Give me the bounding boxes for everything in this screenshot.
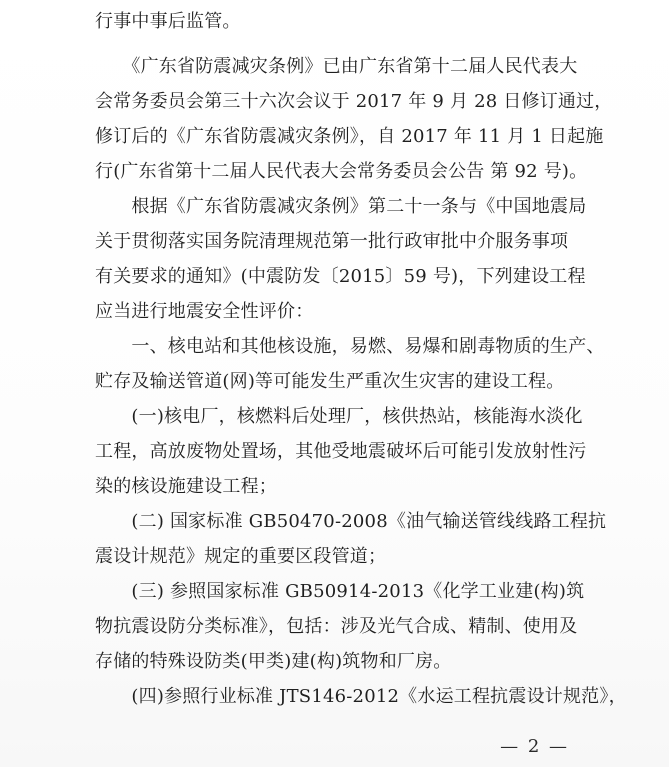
document-body — [95, 4, 627, 714]
text-line: (三) 参照国家标准 GB50914-2013《化学工业建(构)筑 — [95, 581, 585, 602]
paragraph-gap — [95, 39, 575, 49]
text-line: (四)参照行业标准 JTS146-2012《水运工程抗震设计规范》， — [95, 686, 627, 707]
text-line: (一)核电厂，核燃料后处理厂，核供热站，核能海水淡化 — [95, 406, 583, 427]
text-line: 行事中事后监管。 — [95, 11, 241, 32]
text-line: 贮存及输送管道(网)等可能发生严重次生灾害的建设工程。 — [95, 371, 565, 392]
text-line: 会常务委员会第三十六次会议于 2017 年 9 月 28 日修订通过， — [95, 91, 613, 112]
text-line: 行(广东省第十二届人民代表大会常务委员会公告 第 92 号)。 — [95, 161, 588, 182]
text-line: 震设计规范》规定的重要区段管道； — [95, 546, 387, 567]
text-line: 染的核设施建设工程； — [95, 476, 277, 497]
text-line: (二) 国家标准 GB50470-2008《油气输送管线线路工程抗 — [95, 511, 607, 532]
text-line: 工程，高放废物处置场，其他受地震破坏后可能引发放射性污 — [95, 441, 587, 462]
text-line: 应当进行地震安全性评价： — [95, 301, 314, 322]
text-line: 有关要求的通知》(中震防发〔2015〕59 号)，下列建设工程 — [95, 266, 586, 287]
page-number: — 2 — — [500, 736, 569, 757]
text-line: 《广东省防震减灾条例》已由广东省第十二届人民代表大 — [95, 56, 578, 77]
text-line: 物抗震设防分类标准》，包括：涉及光气合成、精制、使用及 — [95, 616, 578, 637]
text-line: 存储的特殊设防类(甲类)建(构)筑物和厂房。 — [95, 651, 452, 672]
text-line: 关于贯彻落实国务院清理规范第一批行政审批中介服务事项 — [95, 231, 569, 252]
text-line: 一、核电站和其他核设施，易燃、易爆和剧毒物质的生产、 — [95, 336, 605, 357]
text-line: 修订后的《广东省防震减灾条例》，自 2017 年 11 月 1 日起施 — [95, 126, 604, 147]
text-line: 根据《广东省防震减灾条例》第二十一条与《中国地震局 — [95, 196, 587, 217]
